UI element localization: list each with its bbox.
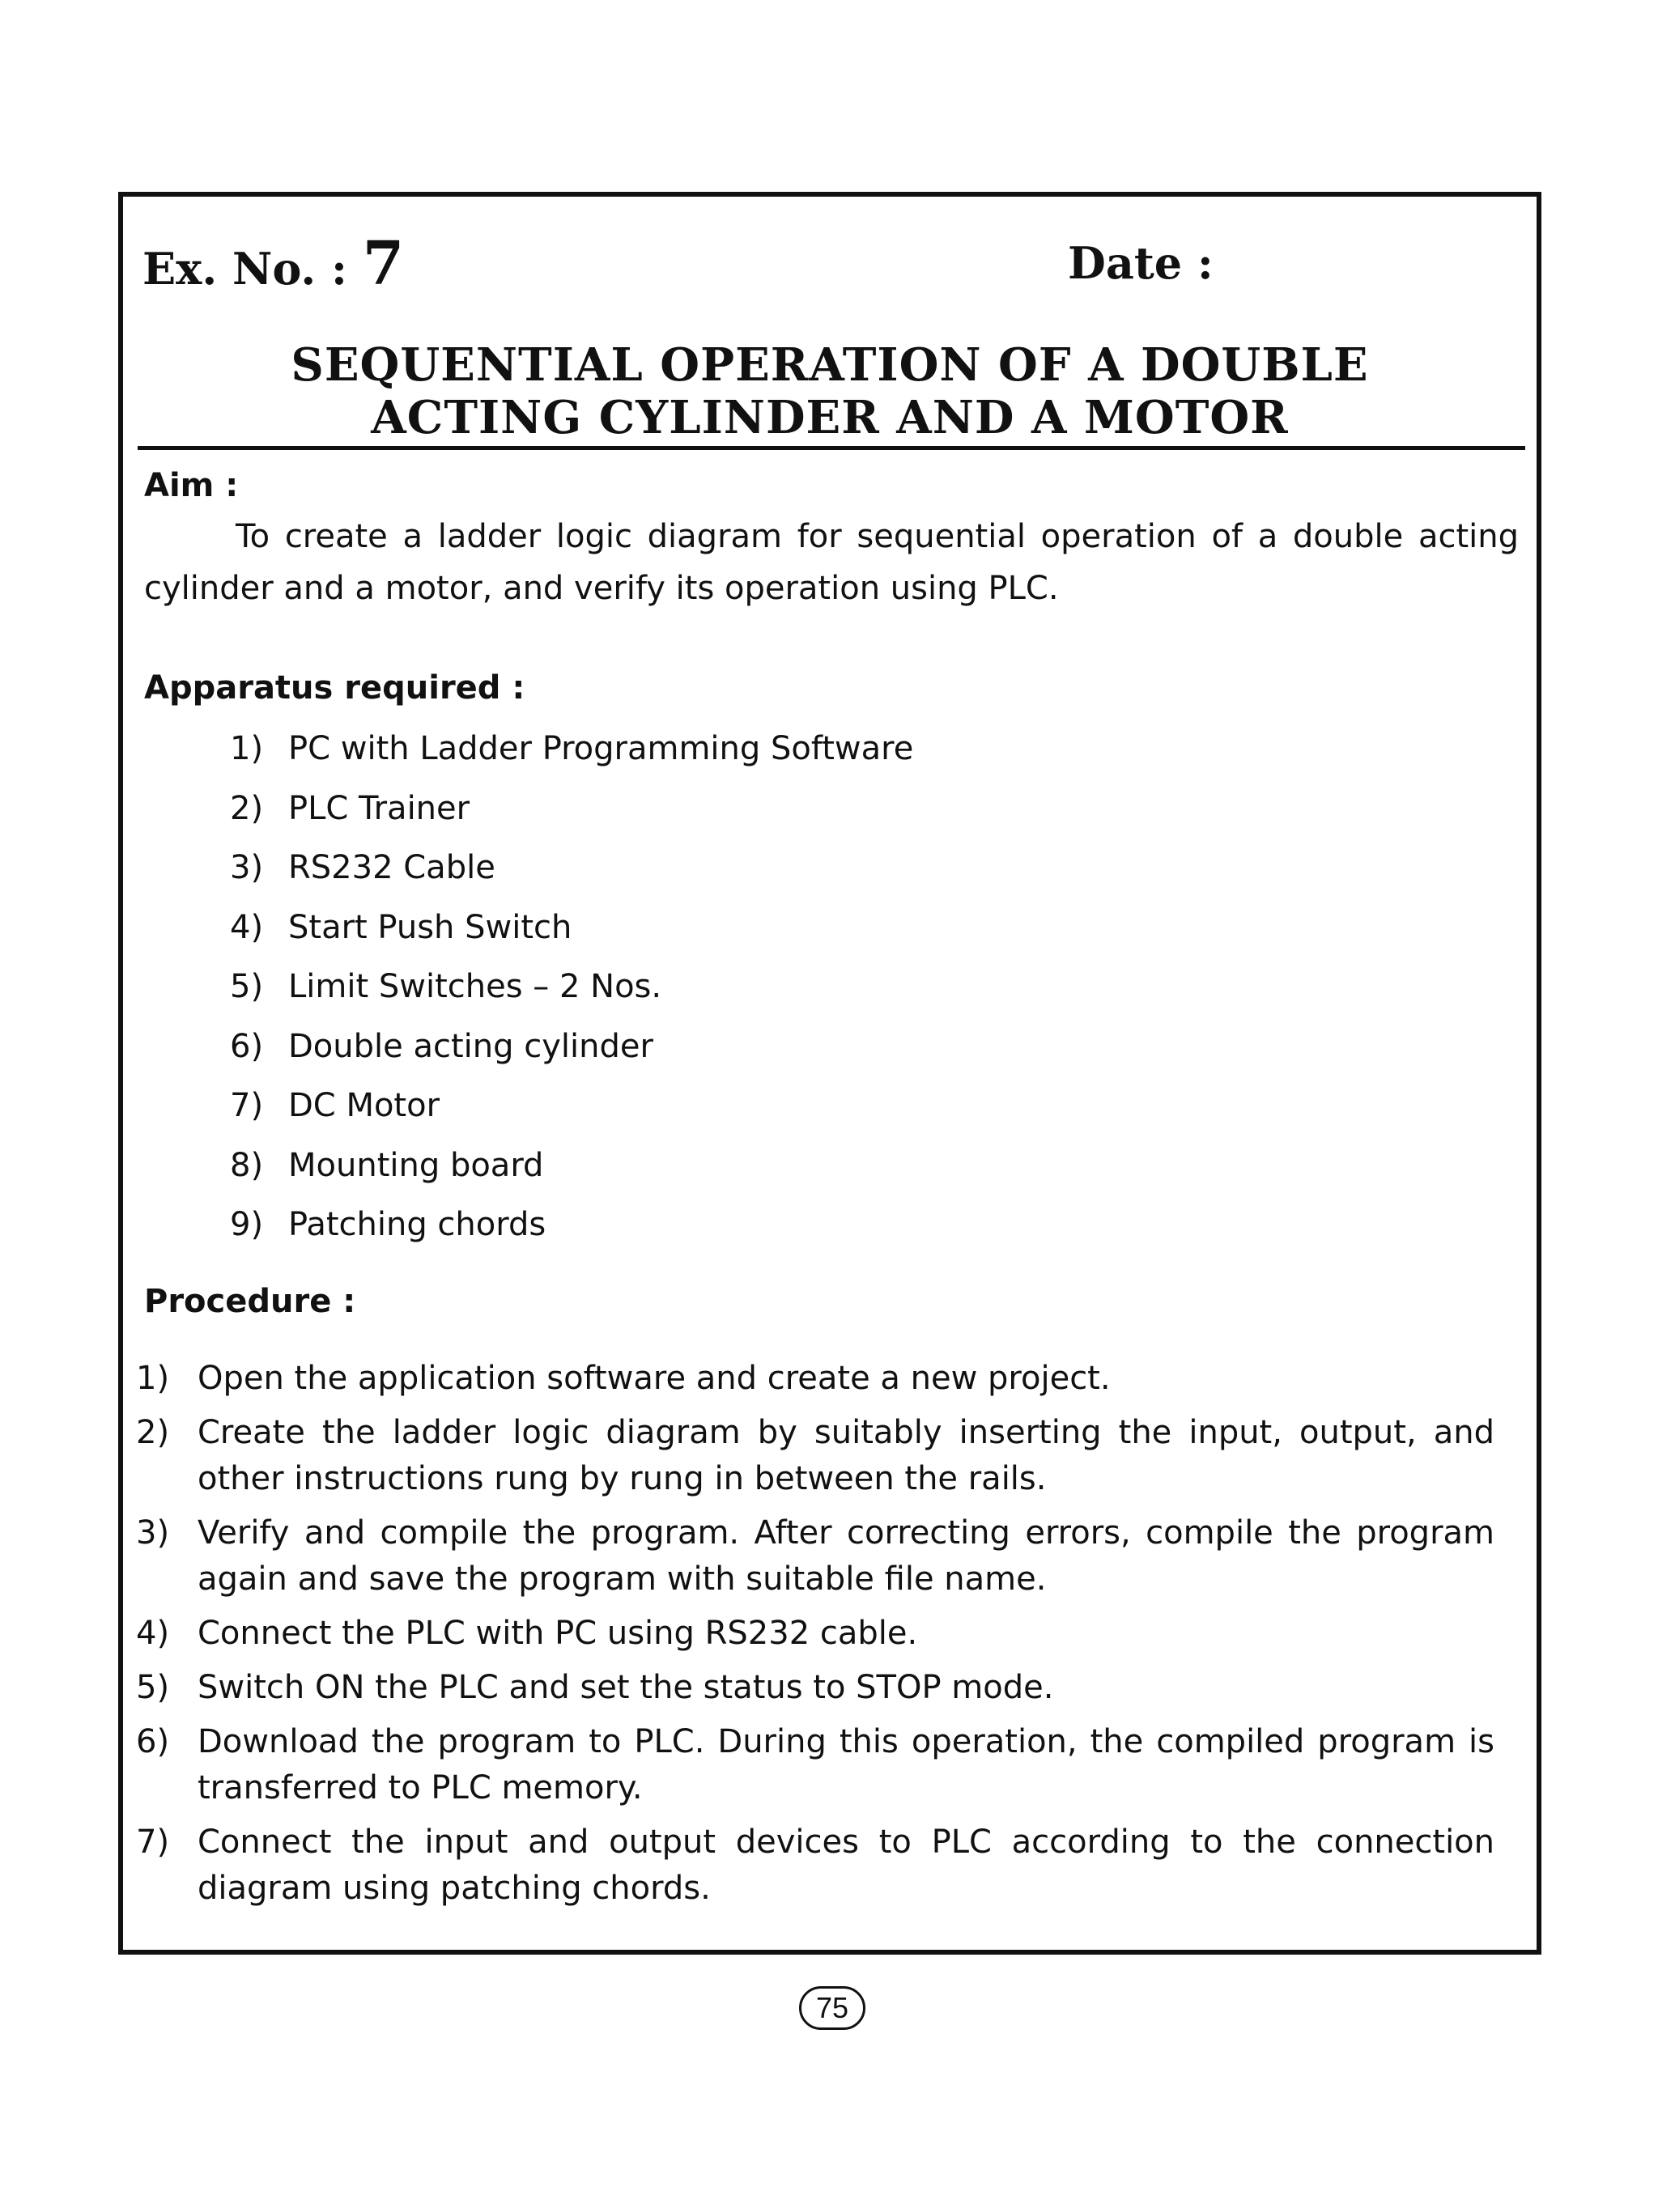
list-item <box>136 1665 1494 1711</box>
item-number: 1) <box>230 730 264 767</box>
aim-heading: Aim : <box>144 467 239 504</box>
step-text: Open the application software and create a new project. <box>198 1360 1111 1397</box>
aim-text: To create a ladder logic diagram for sequential operation of a double acting cylinder and a motor, and verify its operation using PLC. <box>144 518 1519 607</box>
list-item <box>230 1085 913 1144</box>
list-item <box>136 1611 1494 1657</box>
list-item <box>136 1819 1494 1912</box>
item-number: 9) <box>230 1206 264 1243</box>
step-number: 1) <box>136 1360 170 1397</box>
list-item <box>136 1356 1494 1402</box>
step-number: 5) <box>136 1669 170 1706</box>
exercise-number-value: 7 <box>362 229 405 299</box>
step-text: Connect the PLC with PC using RS232 cable. <box>198 1615 918 1652</box>
list-item <box>230 966 913 1025</box>
list-item <box>136 1719 1494 1811</box>
procedure-heading: Procedure : <box>144 1283 356 1320</box>
list-item <box>136 1510 1494 1603</box>
item-number: 2) <box>230 789 264 827</box>
step-number: 6) <box>136 1723 170 1760</box>
list-item <box>230 1204 913 1263</box>
step-text: Connect the input and output devices to PLC according to the connection diagram using patching chords. <box>198 1824 1494 1907</box>
step-number: 7) <box>136 1824 170 1861</box>
procedure-list <box>136 1356 1494 1920</box>
list-item <box>230 1025 913 1085</box>
item-text: Limit Switches – 2 Nos. <box>288 968 662 1005</box>
exercise-number <box>142 229 404 299</box>
item-number: 5) <box>230 968 264 1005</box>
step-number: 2) <box>136 1414 170 1451</box>
item-number: 8) <box>230 1146 264 1184</box>
page-frame <box>118 192 1541 1955</box>
step-text: Switch ON the PLC and set the status to STOP mode. <box>198 1669 1054 1706</box>
list-item <box>230 906 913 966</box>
item-text: Double acting cylinder <box>288 1027 653 1065</box>
apparatus-heading: Apparatus required : <box>144 669 525 707</box>
step-number: 3) <box>136 1514 170 1552</box>
title-divider <box>138 446 1525 450</box>
item-text: DC Motor <box>288 1087 440 1124</box>
step-text: Verify and compile the program. After correcting errors, compile the program again and save the program with suitable file name. <box>198 1514 1494 1598</box>
page-title-line-2: ACTING CYLINDER AND A MOTOR <box>371 391 1289 444</box>
item-text: PC with Ladder Programming Software <box>288 730 914 767</box>
step-text: Create the ladder logic diagram by suitably inserting the input, output, and other instructions rung by rung in between the rails. <box>198 1414 1494 1497</box>
page-number: 75 <box>799 1986 865 2030</box>
step-text: Download the program to PLC. During this operation, the compiled program is transferred to PLC memory. <box>198 1723 1494 1807</box>
list-item <box>136 1410 1494 1502</box>
step-number: 4) <box>136 1615 170 1652</box>
list-item <box>230 728 913 788</box>
item-number: 4) <box>230 908 264 946</box>
item-number: 6) <box>230 1027 264 1065</box>
item-text: PLC Trainer <box>288 789 470 827</box>
item-text: RS232 Cable <box>288 849 495 886</box>
exercise-label: Ex. No. : <box>142 243 363 295</box>
item-number: 3) <box>230 849 264 886</box>
apparatus-list <box>230 728 913 1263</box>
item-text: Start Push Switch <box>288 908 572 946</box>
item-number: 7) <box>230 1087 264 1124</box>
list-item <box>230 788 913 847</box>
list-item <box>230 1144 913 1204</box>
item-text: Patching chords <box>288 1206 546 1243</box>
item-text: Mounting board <box>288 1146 544 1184</box>
list-item <box>230 847 913 906</box>
page-title-line-1: SEQUENTIAL OPERATION OF A DOUBLE <box>291 338 1369 392</box>
date-label: Date : <box>1068 237 1214 289</box>
